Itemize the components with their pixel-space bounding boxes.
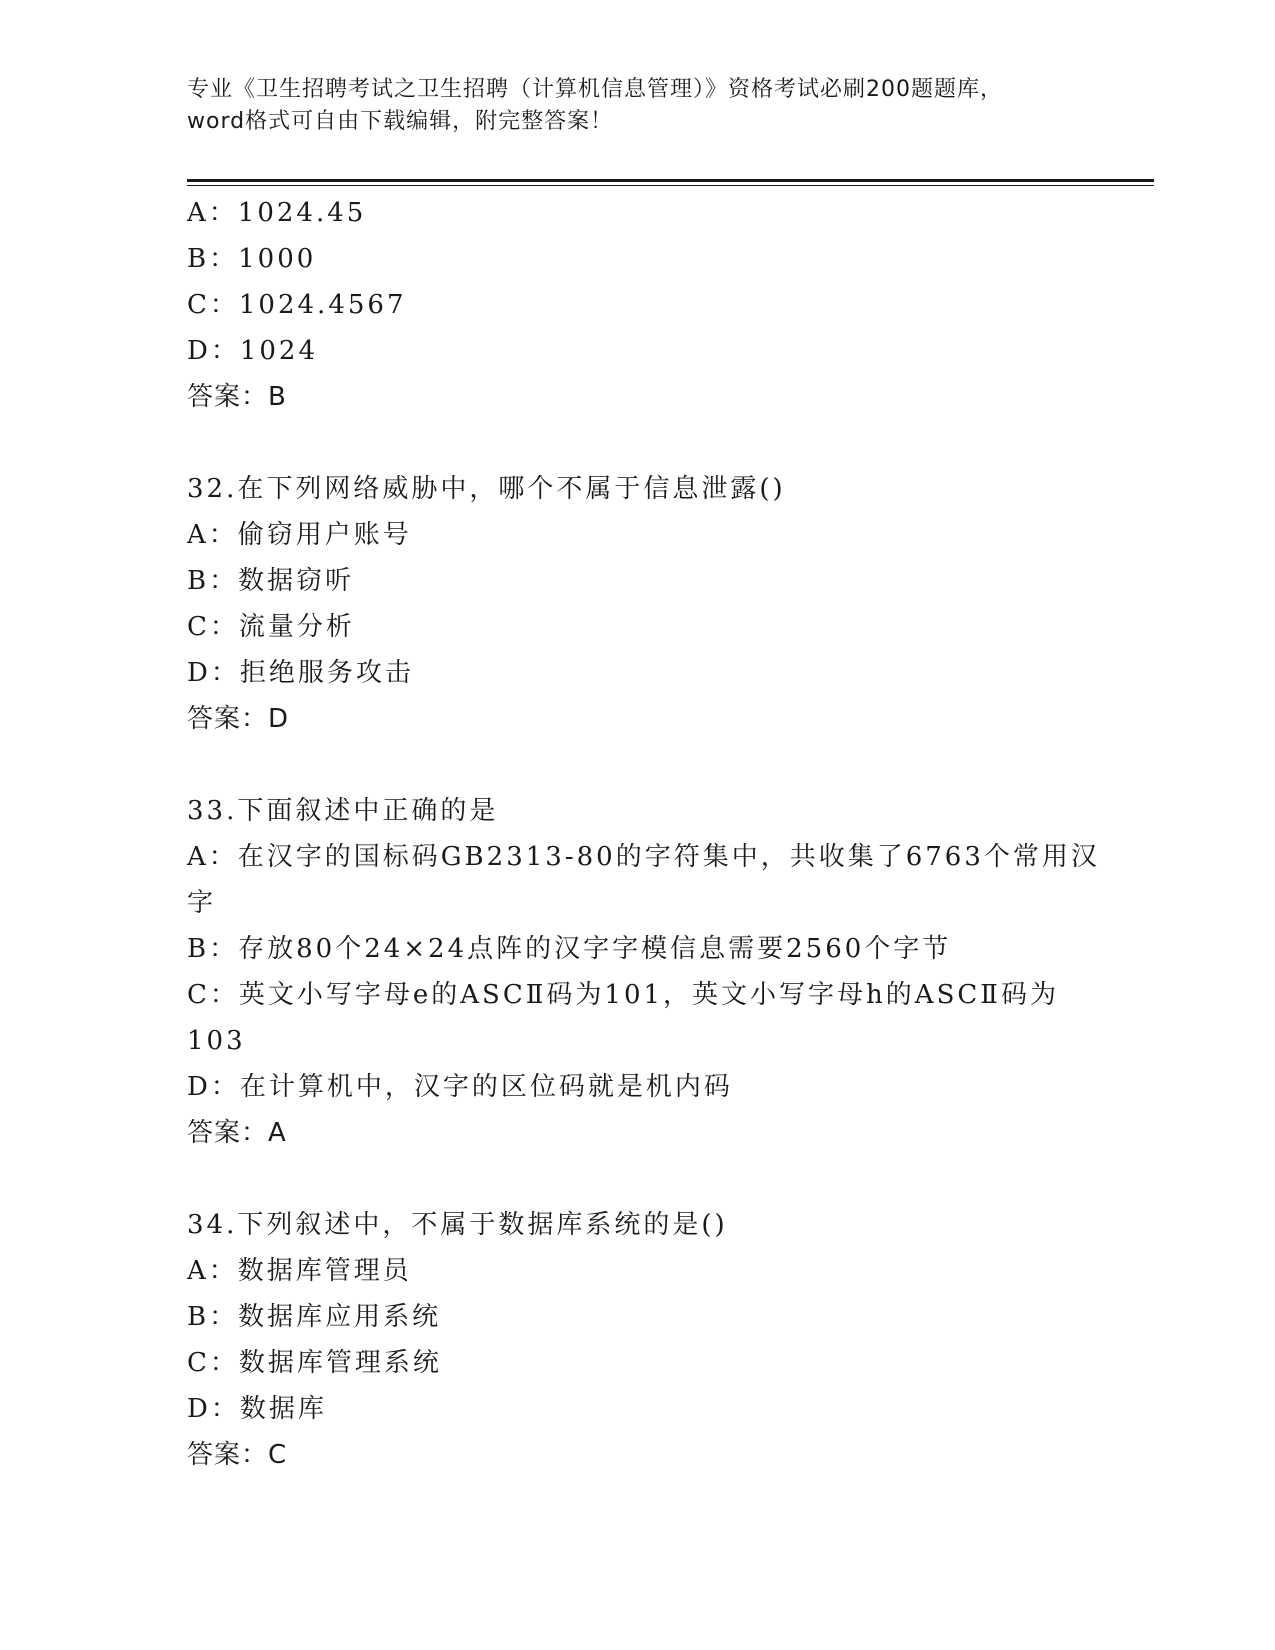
answer-label: 答案：B	[187, 382, 287, 412]
option-b: B：存放80个24×24点阵的汉字字模信息需要2560个字节	[187, 934, 952, 964]
question-text: 32.在下列网络威胁中，哪个不属于信息泄露()	[187, 474, 786, 504]
option-c-line-2: 103	[187, 1026, 246, 1056]
header-divider-thin	[187, 185, 1154, 186]
option-a: A：1024.45	[187, 198, 367, 228]
option-b: B：数据窃听	[187, 566, 355, 596]
question-block-32	[187, 466, 1067, 742]
header-title-line-1: 专业《卫生招聘考试之卫生招聘（计算机信息管理）》资格考试必刷200题题库，	[187, 77, 1003, 102]
answer-label: 答案：C	[187, 1440, 288, 1470]
document-header	[187, 74, 1087, 138]
spacer	[187, 742, 1067, 788]
question-block-34	[187, 1202, 1067, 1478]
option-c-line-1: C：英文小写字母e的ASCⅡ码为101，英文小写字母h的ASCⅡ码为	[187, 980, 1059, 1010]
question-text: 33.下面叙述中正确的是	[187, 796, 499, 826]
spacer	[187, 1156, 1067, 1202]
option-a: A：数据库管理员	[187, 1256, 412, 1286]
option-d: D：在计算机中，汉字的区位码就是机内码	[187, 1072, 733, 1102]
option-d: D：拒绝服务攻击	[187, 658, 414, 688]
question-list	[187, 190, 1100, 1478]
option-b: B：数据库应用系统	[187, 1302, 442, 1332]
question-text: 34.下列叙述中，不属于数据库系统的是()	[187, 1210, 728, 1240]
option-a-line-1: A：在汉字的国标码GB2313-80的字符集中，共收集了6763个常用汉	[187, 842, 1100, 872]
header-title-line-2: word格式可自由下载编辑，附完整答案！	[187, 109, 614, 134]
question-block-31	[187, 190, 1067, 420]
option-d: D：数据库	[187, 1394, 327, 1424]
question-block-33	[187, 788, 1100, 1156]
option-c: C：数据库管理系统	[187, 1348, 442, 1378]
option-a-line-2: 字	[187, 888, 217, 918]
option-b: B：1000	[187, 244, 317, 274]
answer-label: 答案：D	[187, 704, 290, 734]
spacer	[187, 420, 1067, 466]
option-c: C：1024.4567	[187, 290, 407, 320]
header-divider-thick	[187, 179, 1154, 182]
option-c: C：流量分析	[187, 612, 355, 642]
option-d: D：1024	[187, 336, 319, 366]
option-a: A：偷窃用户账号	[187, 520, 412, 550]
answer-label: 答案：A	[187, 1118, 287, 1148]
